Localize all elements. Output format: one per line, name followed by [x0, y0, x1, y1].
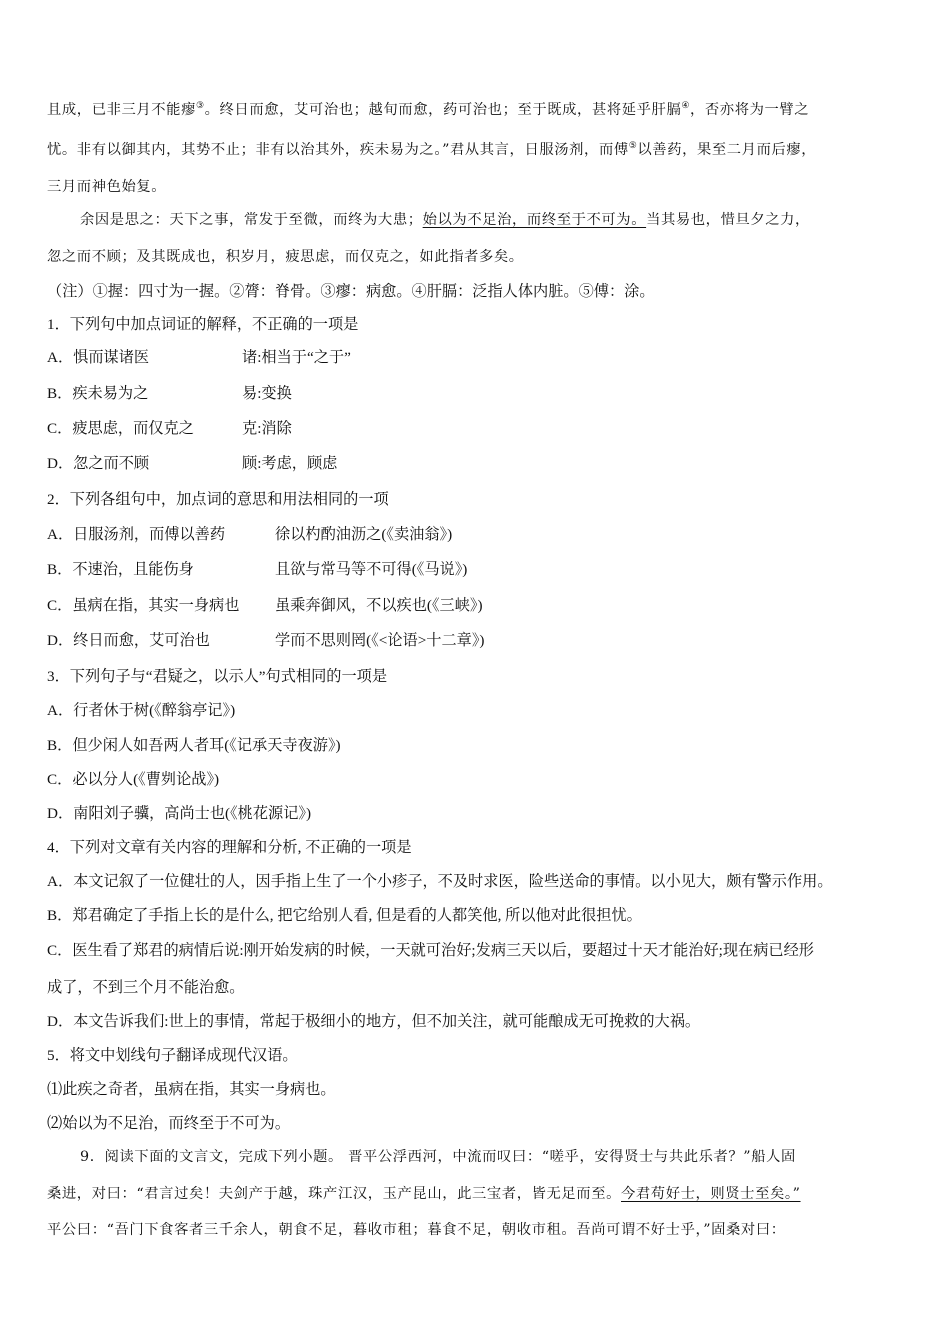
q1-option-b: B．疾未易为之 易:变换 — [47, 385, 292, 402]
q4-option-c-line-1: C．医生看了郑君的病情后说:刚开始发病的时候，一天就可治好;发病三天以后，要超过十天才能治好;现在病已经形 — [47, 942, 814, 959]
q4-option-d: D．本文告诉我们:世上的事情，常起于极细小的地方，但不加关注，就可能酿成无可挽救的大祸。 — [47, 1013, 701, 1030]
question-9-line-1: 9．阅读下面的文言文，完成下列小题。 晋平公浮西河，中流而叹曰：“嗟乎，安得贤士与共此乐者？”船人固 — [80, 1149, 796, 1165]
q3-option-b: B．但少闲人如吾两人者耳(《记承天寺夜游》) — [47, 737, 341, 754]
question-3-stem: 3．下列句子与“君疑之，以示人”句式相同的一项是 — [47, 668, 388, 685]
q1-option-a: A．惧而谋诸医 诸:相当于“之于” — [47, 349, 351, 366]
q4-option-b: B．郑君确定了手指上长的是什么, 把它给别人看, 但是看的人都笑他, 所以他对此很担忧。 — [47, 907, 642, 924]
q4-option-c-line-2: 成了，不到三个月不能治愈。 — [47, 979, 245, 996]
footnotes: （注）①握：四寸为一握。②膂：脊骨。③瘳：病愈。④肝膈：泛指人体内脏。⑤傅：涂。 — [47, 283, 655, 300]
q3-option-c: C．必以分人(《曹刿论战》) — [47, 771, 220, 788]
q1-option-c: C．疲思虑，而仅克之 克:消除 — [47, 420, 292, 437]
q2-option-c: C．虽病在指，其实一身病也 虽乘奔御风，不以疾也(《三峡》) — [47, 597, 483, 614]
q5-sentence-1: ⑴此疾之奇者，虽病在指，其实一身病也。 — [47, 1081, 336, 1098]
passage-line-5: 忽之而不顾；及其既成也，积岁月，疲思虑，而仅克之，如此指者多矣。 — [47, 249, 524, 265]
passage-line-3: 三月而神色始复。 — [47, 179, 167, 195]
passage-line-2: 忧。非有以御其内，其势不止；非有以治其外，疾未易为之。”君从其言，日服汤剂，而傅⑤以善药，果至二月而后瘳， — [47, 141, 817, 158]
q2-option-b: B．不速治，且能伤身 且欲与常马等不可得(《马说》) — [47, 561, 468, 578]
question-9-line-3: 平公曰：“吾门下食客者三千余人，朝食不足，暮收市租；暮食不足，朝收市租。吾尚可谓不好士乎，”固桑对曰： — [47, 1222, 786, 1238]
q1-option-d: D．忽之而不顾 顾:考虑，顾虑 — [47, 455, 338, 472]
passage-line-4: 余因是思之：天下之事，常发于至微，而终为大患；始以为不足治，而终至于不可为。当其易也，惜旦夕之力， — [80, 212, 810, 228]
underlined-sentence-1: 始以为不足治，而终至于不可为。 — [422, 212, 647, 228]
question-5-stem: 5．将文中划线句子翻译成现代汉语。 — [47, 1047, 298, 1064]
q3-option-d: D．南阳刘子骥，高尚士也(《桃花源记》) — [47, 805, 312, 822]
question-4-stem: 4．下列对文章有关内容的理解和分析, 不正确的一项是 — [47, 839, 412, 856]
q5-sentence-2: ⑵始以为不足治，而终至于不可为。 — [47, 1115, 290, 1132]
q3-option-a: A．行者休于树(《醉翁亭记》) — [47, 702, 236, 719]
passage-line-1: 且成，已非三月不能瘳③。终日而愈，艾可治也；越旬而愈，药可治也；至于既成，甚将延乎肝膈④，否亦将为一臂之 — [47, 101, 810, 118]
question-2-stem: 2．下列各组句中，加点词的意思和用法相同的一项 — [47, 491, 389, 508]
q2-option-d: D．终日而愈，艾可治也 学而不思则罔(《<论语>十二章》) — [47, 632, 485, 649]
q2-option-a: A．日服汤剂，而傅以善药 徐以杓酌油沥之(《卖油翁》) — [47, 526, 453, 543]
question-9-line-2: 桑进，对曰：“君言过矣！夫剑产于越，珠产江汉，玉产昆山，此三宝者，皆无足而至。今君苟好士，则贤士至矣。” — [47, 1186, 801, 1202]
question-1-stem: 1．下列句中加点词证的解释，不正确的一项是 — [47, 316, 359, 333]
q4-option-a: A．本文记叙了一位健壮的人，因手指上生了一个小疹子，不及时求医，险些送命的事情。以小见大，颇有警示作用。 — [47, 873, 833, 890]
underlined-sentence-2: 今君苟好士，则贤士至矣。” — [621, 1186, 801, 1202]
